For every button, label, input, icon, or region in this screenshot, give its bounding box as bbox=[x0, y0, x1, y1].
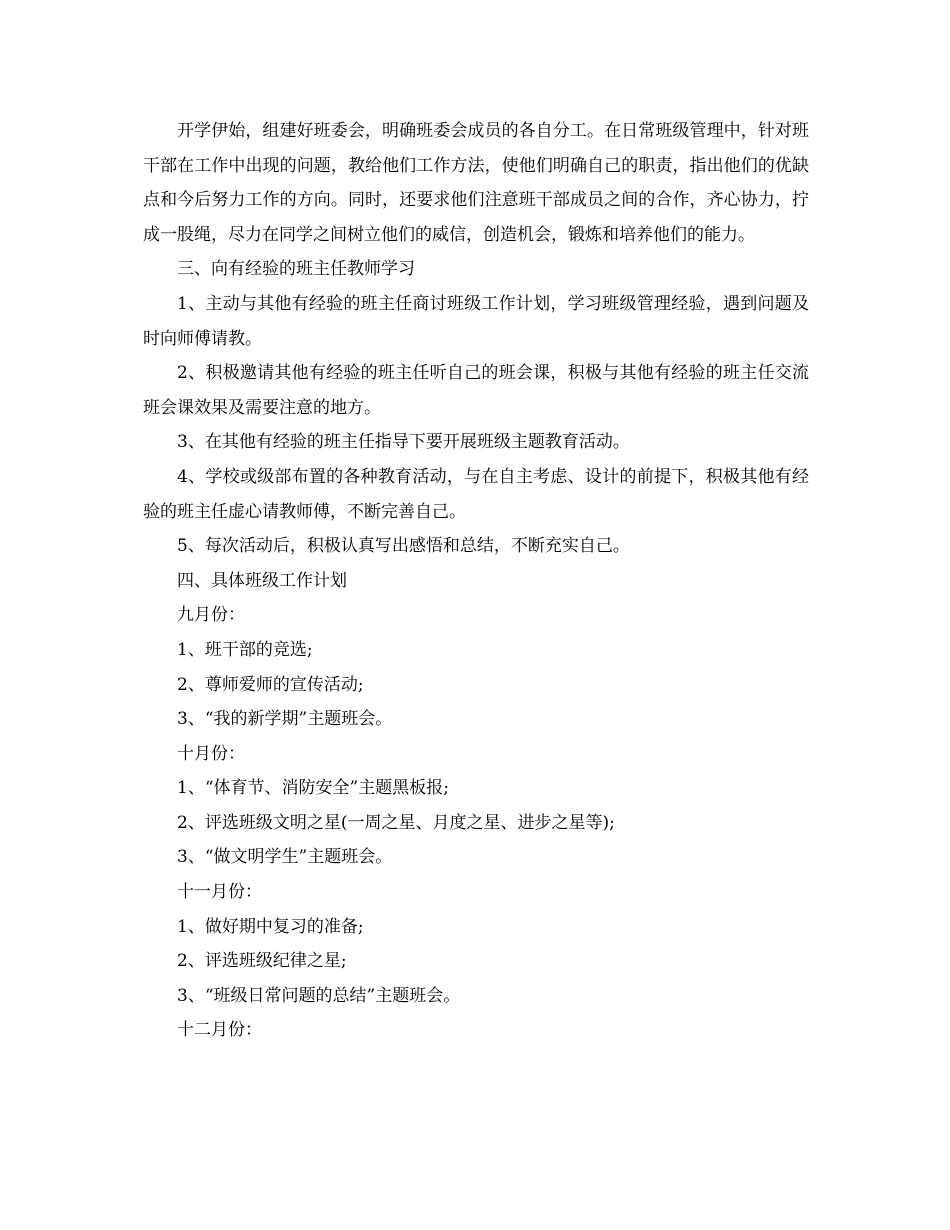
list-item-3-2: 2、积极邀请其他有经验的班主任听自己的班会课，积极与其他有经验的班主任交流班会课效果及需要注意的地方。 bbox=[143, 363, 809, 418]
list-item-sep-3: 3、“我的新学期”主题班会。 bbox=[177, 709, 393, 730]
list-item-3-1: 1、主动与其他有经验的班主任商讨班级工作计划，学习班级管理经验，遇到问题及时向师傅请教。 bbox=[143, 293, 809, 349]
month-heading-december: 十二月份： bbox=[177, 1020, 262, 1041]
list-item-nov-2: 2、评选班级纪律之星; bbox=[177, 951, 347, 972]
list-item-oct-2: 2、评选班级文明之星(一周之星、月度之星、进步之星等); bbox=[177, 812, 615, 833]
list-item-3-4: 4、学校或级部布置的各种教育活动，与在自主考虑、设计的前提下，积极其他有经验的班主任虚心请教师傅，不断完善自己。 bbox=[143, 466, 809, 522]
list-item-nov-1: 1、做好期中复习的准备; bbox=[177, 916, 364, 937]
list-item-3-3: 3、在其他有经验的班主任指导下要开展班级主题教育活动。 bbox=[177, 432, 630, 453]
section-heading-4: 四、具体班级工作计划 bbox=[177, 570, 347, 591]
month-heading-september: 九月份： bbox=[177, 605, 245, 626]
list-item-3-5: 5、每次活动后，积极认真写出感悟和总结，不断充实自己。 bbox=[177, 536, 630, 557]
paragraph-class-committee: 开学伊始，组建好班委会，明确班委会成员的各自分工。在日常班级管理中，针对班干部在工作中出现的问题，教给他们工作方法，使他们明确自己的职责，指出他们的优缺点和今后努力工作的方向。同时，还要求他们注意班干部成员之间的合作，齐心协力，拧成一股绳，尽力在同学之间树立他们的威信，创造机会，锻炼和培养他们的能力。 bbox=[143, 121, 809, 245]
list-item-oct-1: 1、“体育节、消防安全”主题黑板报; bbox=[177, 778, 449, 799]
month-heading-october: 十月份： bbox=[177, 743, 245, 764]
document-body bbox=[143, 114, 809, 1048]
month-heading-november: 十一月份： bbox=[177, 882, 262, 903]
list-item-sep-2: 2、尊师爱师的宣传活动; bbox=[177, 674, 364, 695]
list-item-nov-3: 3、“班级日常问题的总结”主题班会。 bbox=[177, 985, 461, 1006]
section-heading-3: 三、向有经验的班主任教师学习 bbox=[177, 259, 415, 280]
list-item-oct-3: 3、“做文明学生”主题班会。 bbox=[177, 847, 393, 868]
list-item-sep-1: 1、班干部的竞选; bbox=[177, 639, 313, 660]
